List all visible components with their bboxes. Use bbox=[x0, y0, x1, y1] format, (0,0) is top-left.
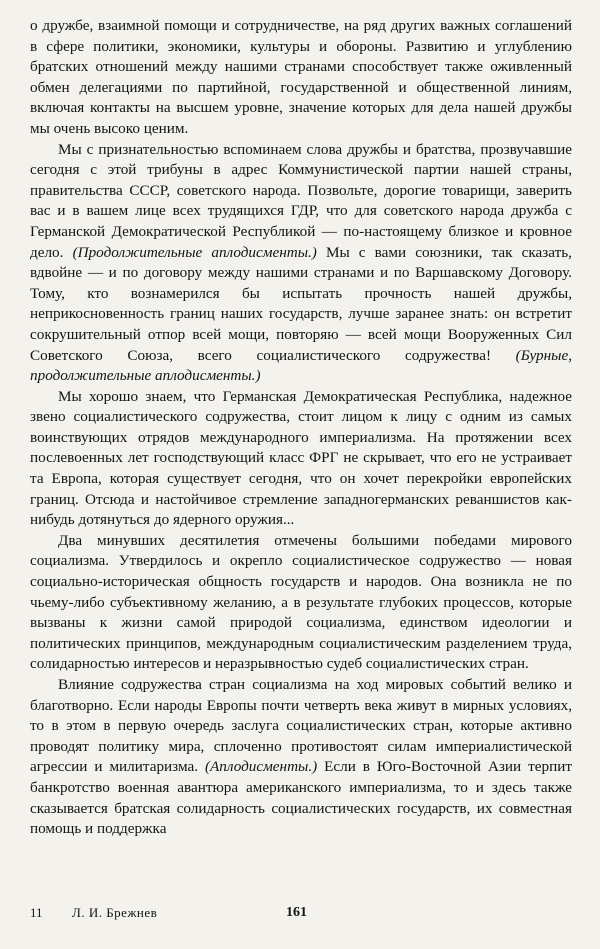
text-run: Если в Юго-Восточной Азии терпит банкротство военная авантюра американского империализма, то и здесь также сказывается братская солидарность социалистических государств, их совместная помощь и поддержка bbox=[30, 758, 572, 838]
paragraph-3 bbox=[30, 387, 572, 531]
page-number: 161 bbox=[286, 905, 307, 920]
text-run: Влияние содружества стран социализма на ход мировых событий велико и благотворно. Если народы Европы почти четверть века живут в мирных условиях, то в этом в первую очередь заслуга социалистических стран, которые активно проводят политику мира, сплоченно противостоят силам империалистической агрессии и милитаризма. bbox=[30, 676, 572, 776]
applause-remark: (Бурные, продолжительные аплодисменты.) bbox=[30, 346, 572, 385]
text-run: о дружбе, взаимной помощи и сотрудничестве, на ряд других важных соглашений в сфере политики, экономики, культуры и обороны. Развитию и углублению братских отношений между нашими странами способствует также оживленный обмен делегациями по партийной, государственной и общественной линиям, включая контакты на высшем уровне, значение которых для дела нашей дружбы мы очень высоко ценим. bbox=[30, 17, 572, 137]
applause-remark: (Продолжительные аплодисменты.) bbox=[72, 243, 317, 261]
paragraph-5 bbox=[30, 675, 572, 840]
text-run: Мы хорошо знаем, что Германская Демократическая Республика, надежное звено социалистического содружества, стоит лицом к лицу с одним из самых воинствующих отрядов международного империализма. На протяжении всех послевоенных лет господствующий класс ФРГ не скрывает, что его не устраивает та Европа, которая существует сегодня, что он хочет перекройки европейских границ. Отсюда и настойчивое стремление западногерманских реваншистов как-нибудь дотянуться до ядерного оружия... bbox=[30, 387, 572, 529]
paragraph-1 bbox=[30, 16, 572, 140]
text-run: Мы с вами союзники, так сказать, вдвойне — и по договору между нашими странами и по Варшавскому Договору. Тому, кто вознамерился бы испытать прочность нашей дружбы, неприкосновенность границ наших государств, лучше заранее знать: он встретит сокрушительный отпор всей мощи, повторяю — всей мощи Вооруженных Сил Советского Союза, всего социалистического содружества! bbox=[30, 243, 572, 364]
author-name: Л. И. Брежнев bbox=[72, 905, 158, 920]
paragraph-2 bbox=[30, 140, 572, 387]
text-run: Два минувших десятилетия отмечены большими победами мирового социализма. Утвердилось и окрепло социалистическое содружество — новая социально-историческая общность государств и народов. Она возникла не по чьему-либо субъективному желанию, а в результате глубоких процессов, которые вызваны к жизни самой природой социализма, единством идеологии и политических принципов, международным социалистическим разделением труда, солидарностью интересов и неразрывностью судеб социалистических стран. bbox=[30, 531, 572, 673]
paragraph-4 bbox=[30, 531, 572, 675]
signature-mark: 11 bbox=[30, 905, 43, 920]
text-run: Мы с признательностью вспоминаем слова дружбы и братства, прозвучавшие сегодня с этой трибуны в адрес Коммунистической партии нашей страны, правительства СССР, советского народа. Позвольте, дорогие товарищи, заверить вас и в вашем лице всех трудящихся ГДР, что для советского народа дружба с Германской Демократической Республикой — по-настоящему близкое и кровное дело. bbox=[30, 140, 572, 261]
applause-remark: (Аплодисменты.) bbox=[204, 758, 318, 776]
page-footer bbox=[30, 905, 572, 925]
page-body-text bbox=[30, 16, 572, 840]
